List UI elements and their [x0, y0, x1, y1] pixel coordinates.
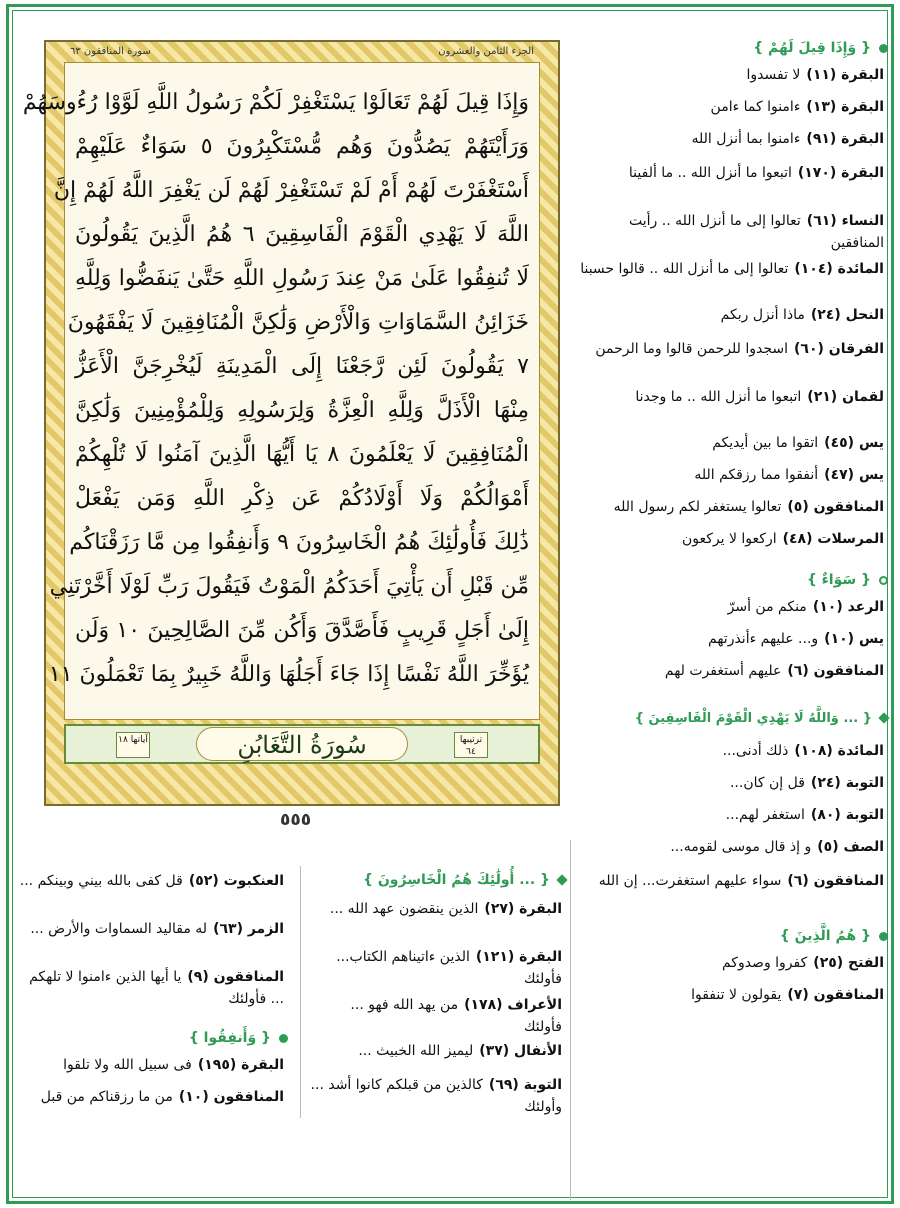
note-block — [576, 698, 888, 914]
note-entry: الأنفال (٣٧)ليميز الله الخبيث ... — [358, 1043, 562, 1059]
note-entry: الفرقان (٦٠)اسجدوا للرحمن قالوا وما الرحمن — [595, 341, 884, 357]
column-divider — [570, 840, 571, 1200]
note-entry: المرسلات (٤٨)اركعوا لا يركعون — [681, 531, 884, 547]
note-entry: التوبة (٢٤)قل إن كان... — [729, 775, 884, 791]
note-entry: الصف (٥)و إذ قال موسى لقومه... — [670, 839, 884, 855]
note-entry: الأعراف (١٧٨)من يهد الله فهو ... فأولئك — [350, 997, 562, 1035]
bullet-icon — [279, 1034, 288, 1043]
note-entry: يس (١٠)و... عليهم ءأنذرتهم — [708, 631, 884, 647]
note-entry: البقرة (١٧٠)اتبعوا ما أنزل الله .. ما ألفينا — [628, 165, 884, 181]
note-entry: الفتح (٢٥)كفروا وصدوكم — [721, 955, 884, 971]
note-block-title: { سَوَاءٌ } — [576, 566, 888, 594]
note-entry: المنافقون (٩)يا أيها الذين ءامنوا لا تلهكم ... فأولئك — [29, 969, 284, 1007]
quran-line: يُؤَخِّرَ اللَّهُ نَفْسًا إِذَا جَاءَ أَجَلُهَا وَاللَّهُ خَبِيرٌ بِمَا تَعْمَلُونَ ١١ — [48, 662, 529, 687]
quran-line: وَرَأَيْتَهُمْ يَصُدُّونَ وَهُم مُّسْتَكْبِرُونَ ٥ سَوَاءٌ عَلَيْهِمْ — [75, 134, 529, 159]
note-entry: يس (٤٧)أنفقوا مما رزقكم الله — [694, 467, 884, 483]
juz-label: الجزء الثامن والعشرون — [438, 45, 534, 57]
note-entry: الرعد (١٠)منكم من أسرّ — [727, 599, 884, 615]
note-block — [576, 566, 888, 690]
quran-line: خَزَائِنُ السَّمَاوَاتِ وَالْأَرْضِ وَلَٰكِنَّ الْمُنَافِقِينَ لَا يَفْقَهُونَ — [67, 310, 529, 335]
note-entry: المنافقون (٦)عليهم أستغفرت لهم — [664, 663, 884, 679]
note-entry: المنافقون (٦)سواء عليهم استغفرت... إن الله — [598, 873, 884, 889]
quran-page-header — [60, 42, 544, 60]
left-notes-column — [16, 866, 288, 1116]
note-block-title: { هُمُ الَّذِينَ } — [576, 922, 888, 950]
quran-text-area — [22, 62, 540, 720]
note-entry: المنافقون (١٠)من ما رزقناكم من قبل — [40, 1089, 284, 1105]
quran-line: أَمْوَالُكُمْ وَلَا أَوْلَادُكُمْ عَن ذِكْرِ اللَّهِ وَمَن يَفْعَلْ — [75, 486, 529, 511]
bullet-icon — [879, 44, 888, 53]
note-block — [576, 34, 888, 558]
page-number: ٥٥٥ — [280, 810, 312, 830]
note-entry: المنافقون (٧)يقولون لا تنفقوا — [691, 987, 884, 1003]
note-entry: لقمان (٢١)اتبعوا ما أنزل الله .. ما وجدنا — [635, 389, 884, 405]
bullet-icon — [556, 874, 567, 885]
quran-line: أَسْتَغْفَرْتَ لَهُمْ أَمْ لَمْ تَسْتَغْفِرْ لَهُمْ لَن يَغْفِرَ اللَّهُ لَهُمْ إِنَّ — [53, 178, 529, 203]
quran-page-frame — [22, 40, 560, 806]
note-entry: البقرة (١٢١)الذين ءاتيناهم الكتاب... فأولئك — [336, 949, 562, 987]
note-entry: المنافقون (٥)تعالوا يستغفر لكم رسول الله — [613, 499, 884, 515]
note-entry: المائدة (١٠٤)تعالوا إلى ما أنزل الله .. قالوا حسبنا — [580, 261, 884, 277]
note-entry: النساء (٦١)تعالوا إلى ما أنزل الله .. رأيت المنافقين — [629, 213, 884, 251]
note-entry: البقرة (١٩٥)فى سبيل الله ولا تلقوا — [63, 1057, 284, 1073]
quran-line: لَا تُنفِقُوا عَلَىٰ مَنْ عِندَ رَسُولِ اللَّهِ حَتَّىٰ يَنفَضُّوا وَلِلَّهِ — [75, 266, 529, 291]
quran-line: مِنْهَا الْأَذَلَّ وَلِلَّهِ الْعِزَّةُ وَلِرَسُولِهِ وَلِلْمُؤْمِنِينَ وَلَٰكِنَّ — [75, 398, 529, 423]
quran-line: ذَٰلِكَ فَأُولَٰئِكَ هُمُ الْخَاسِرُونَ ٩ وَأَنفِقُوا مِن مَّا رَزَقْنَاكُم — [69, 530, 529, 555]
bullet-icon — [879, 576, 888, 585]
note-block — [576, 922, 888, 1014]
note-entry: البقرة (١١)لا تفسدوا — [746, 67, 884, 83]
quran-line: وَإِذَا قِيلَ لَهُمْ تَعَالَوْا يَسْتَغْفِرْ لَكُمْ رَسُولُ اللَّهِ لَوَّوْا رُءُوسَهُمْ — [22, 90, 529, 115]
quran-line: مِّن قَبْلِ أَن يَأْتِيَ أَحَدَكُمُ الْمَوْتُ فَيَقُولَ رَبِّ لَوْلَا أَخَّرْتَنِي — [49, 574, 529, 599]
surah-banner — [64, 724, 540, 764]
note-entry: التوبة (٦٩)كالذين من قبلكم كانوا أشد ... وأولئك — [310, 1077, 562, 1115]
quran-line: اللَّهَ لَا يَهْدِي الْقَوْمَ الْفَاسِقِينَ ٦ هُمُ الَّذِينَ يَقُولُونَ — [75, 222, 529, 247]
note-entry: النحل (٢٤)ماذا أنزل ربكم — [720, 307, 884, 323]
note-block-title: { وَإِذَا قِيلَ لَهُمْ } — [576, 34, 888, 62]
note-block-title: { وَأَنفِقُوا } — [16, 1024, 288, 1052]
note-entry: يس (٤٥)اتقوا ما بين أيديكم — [712, 435, 884, 451]
note-entry: المائدة (١٠٨)ذلك أدنى... — [722, 743, 884, 759]
note-entry: البقرة (٢٧)الذين ينقضون عهد الله ... — [329, 901, 562, 917]
surah-label: سورة المنافقون ٦٣ — [70, 45, 151, 57]
quran-line: الْمُنَافِقِينَ لَا يَعْلَمُونَ ٨ يَا أَيُّهَا الَّذِينَ آمَنُوا لَا تُلْهِكُمْ — [75, 442, 529, 467]
note-entry: التوبة (٨٠)استغفر لهم... — [725, 807, 884, 823]
note-block-title: { ... وَاللَّهُ لَا يَهْدِي الْقَوْمَ الْفَاسِقِينَ } — [576, 698, 888, 738]
quran-line: ٧ يَقُولُونَ لَئِن رَّجَعْنَا إِلَى الْمَدِينَةِ لَيُخْرِجَنَّ الْأَعَزُّ — [75, 354, 529, 379]
surah-title: سُورَةُ التَّغَابُنِ — [196, 727, 407, 761]
note-entry: الزمر (٦٣)له مقاليد السماوات والأرض ... — [30, 921, 284, 937]
note-entry: البقرة (١٣)ءامنوا كما ءامن — [710, 99, 884, 115]
note-entry: العنكبوت (٥٢)قل كفى بالله بيني وبينكم ... — [19, 873, 284, 889]
surah-order-box: ترتيبها ٦٤ — [454, 732, 488, 758]
quran-line: إِلَىٰ أَجَلٍ قَرِيبٍ فَأَصَّدَّقَ وَأَكُن مِّنَ الصَّالِحِينَ ١٠ وَلَن — [75, 618, 529, 643]
right-notes-column — [576, 34, 888, 1022]
bullet-icon — [879, 932, 888, 941]
note-block-title: { ... أُولَٰئِكَ هُمُ الْخَاسِرُونَ } — [309, 866, 566, 894]
middle-notes-column — [300, 866, 566, 1118]
bullet-icon — [878, 712, 889, 723]
surah-verse-count-box: آياتها ١٨ — [116, 732, 150, 758]
note-entry: البقرة (٩١)ءامنوا بما أنزل الله — [691, 131, 884, 147]
